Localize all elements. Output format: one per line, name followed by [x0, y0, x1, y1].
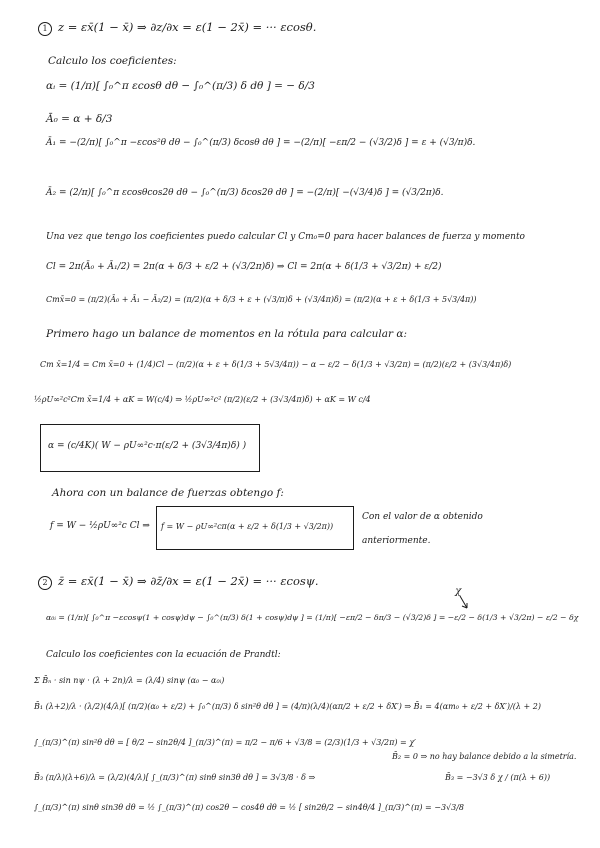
- b3-equation: B̄₃ (π/λ)(λ+6)/λ = (λ/2)(4/λ)[ ∫_(π/3)^(π) sinθ sin3θ dθ ] = 3√3/8 · δ ⇒: [34, 773, 316, 782]
- force-balance-text: Ahora con un balance de fuerzas obtengo f:: [52, 487, 284, 499]
- prandtl-equation: Σ B̄ₙ · sin nψ · (λ + 2n)/λ = (λ/4) sinψ (α₀ − α₀ᵢ): [34, 676, 225, 685]
- section-number-badge: 1: [38, 22, 52, 36]
- f-note-line-2: anteriormente.: [362, 536, 431, 546]
- alpha-result-equation: α = (c/4K)( W − ρU∞²c·π(ε/2 + (3√3/4π)δ) ): [48, 441, 247, 451]
- camber-equation-2: z̄ = εx̄(1 − x̄) ⇒ ∂z̄/∂x = ε(1 − 2x̄) = ··· εcosψ.: [58, 574, 319, 588]
- alpha-i-equation: αᵢ = (1/π)[ ∫₀^π εcosθ dθ − ∫₀^(π/3) δ dθ ] = − δ/3: [46, 80, 315, 92]
- section-1-header: [38, 20, 316, 36]
- b3-result-equation: B̄₃ = −3√3 δ χ / (π(λ + 6)): [445, 773, 551, 782]
- camber-equation: z = εx̄(1 − x̄) ⇒ ∂z/∂x = ε(1 − 2x̄) = ··· εcosθ.: [58, 20, 317, 34]
- a0-equation: Ā₀ = α + δ/3: [46, 113, 113, 125]
- section-number-badge: 2: [38, 576, 52, 590]
- a1-equation: Ā₁ = −(2/π)[ ∫₀^π −εcos²θ dθ − ∫₀^(π/3) δcosθ dθ ] = −(2/π)[ −επ/2 − (√3/2)δ ] = ε + (√3/π)δ.: [46, 138, 476, 148]
- cl-equation: Cl = 2π(Ā₀ + Ā₁/2) = 2π(α + δ/3 + ε/2 + (√3/2π)δ) ⇒ Cl = 2π(α + δ(1/3 + √3/2π) + ε/2): [46, 262, 442, 272]
- integral-1-equation: ∫_(π/3)^(π) sin²θ dθ = [ θ/2 − sin2θ/4 ]_(π/3)^(π) = π/2 − π/6 + √3/8 = (2/3)(1/3 + √3/2π) = χ′: [34, 738, 416, 747]
- f-result-equation: f = W − ρU∞²cπ(α + ε/2 + δ(1/3 + √3/2π)): [161, 522, 334, 531]
- f-left-equation: f = W − ½ρU∞²c Cl ⇒: [50, 521, 150, 531]
- moment-equation-1: Cm x̄=1/4 = Cm x̄=0 + (1/4)Cl − (π/2)(α + ε + δ(1/3 + 5√3/4π)) − α − ε/2 − δ(1/3 + √3/2π) = (π/2)(ε/2 + (3√3/4π)δ): [40, 360, 512, 369]
- a2-equation: Ā₂ = (2/π)[ ∫₀^π εcosθcos2θ dθ − ∫₀^(π/3) δcos2θ dθ ] = −(2/π)[ −(√3/4)δ ] = (√3/2π)δ.: [46, 188, 444, 198]
- first-balance-text: Primero hago un balance de momentos en la rótula para calcular α:: [46, 328, 407, 340]
- coefficients-heading: Calculo los coeficientes:: [48, 55, 177, 67]
- f-note-line-1: Con el valor de α obtenido: [362, 512, 483, 522]
- moment-equation-2: ½ρU∞²c²Cm x̄=1/4 + αK = W(c/4) ⇒ ½ρU∞²c² (π/2)(ε/2 + (3√3/4π)δ) + αK = W c/4: [34, 395, 371, 404]
- section-2-header: [38, 574, 318, 590]
- prandtl-heading: Calculo los coeficientes con la ecuación de Prandtl:: [46, 650, 281, 660]
- b1-equation: B̄₁ (λ+2)/λ · (λ/2)(4/λ)[ (π/2)(α₀ + ε/2) + ∫₀^(π/3) δ sin²θ dθ ] = (4/π)(λ/4)(απ/2 + ε/2 + δX′) ⇒ B̄₁ = 4(αm₀ + ε/2 + δX′)/(λ + 2): [34, 702, 541, 711]
- integral-2-equation: ∫_(π/3)^(π) sinθ sin3θ dθ = ½ ∫_(π/3)^(π) cos2θ − cos4θ dθ = ½ [ sin2θ/2 − sin4θ/4 ]_(π/3)^(π) = −3√3/8: [34, 803, 465, 812]
- once-text: Una vez que tengo los coeficientes puedo calcular Cl y Cm₀=0 para hacer balances de fuerza y momento: [46, 232, 525, 242]
- chi-arrow-icon: [454, 595, 474, 613]
- b2-equation: B̄₂ = 0 ⇒ no hay balance debido a la simetría.: [392, 752, 577, 761]
- chi-label: χ: [455, 585, 462, 597]
- alpha-oi-equation: α₀ᵢ = (1/π)[ ∫₀^π −εcosψ(1 + cosψ)dψ − ∫₀^(π/3) δ(1 + cosψ)dψ ] = (1/π)[ −επ/2 − δπ/3 − (√3/2)δ ] = −ε/2 − δ(1/3 + √3/2π) − ε/2 − δχ: [46, 613, 579, 622]
- cm-equation: Cmx̄=0 = (π/2)(Ā₀ + Ā₁ − Ā₂/2) = (π/2)(α + δ/3 + ε + (√3/π)δ + (√3/4π)δ) = (π/2)(α + ε + δ(1/3 + 5√3/4π)): [46, 295, 477, 304]
